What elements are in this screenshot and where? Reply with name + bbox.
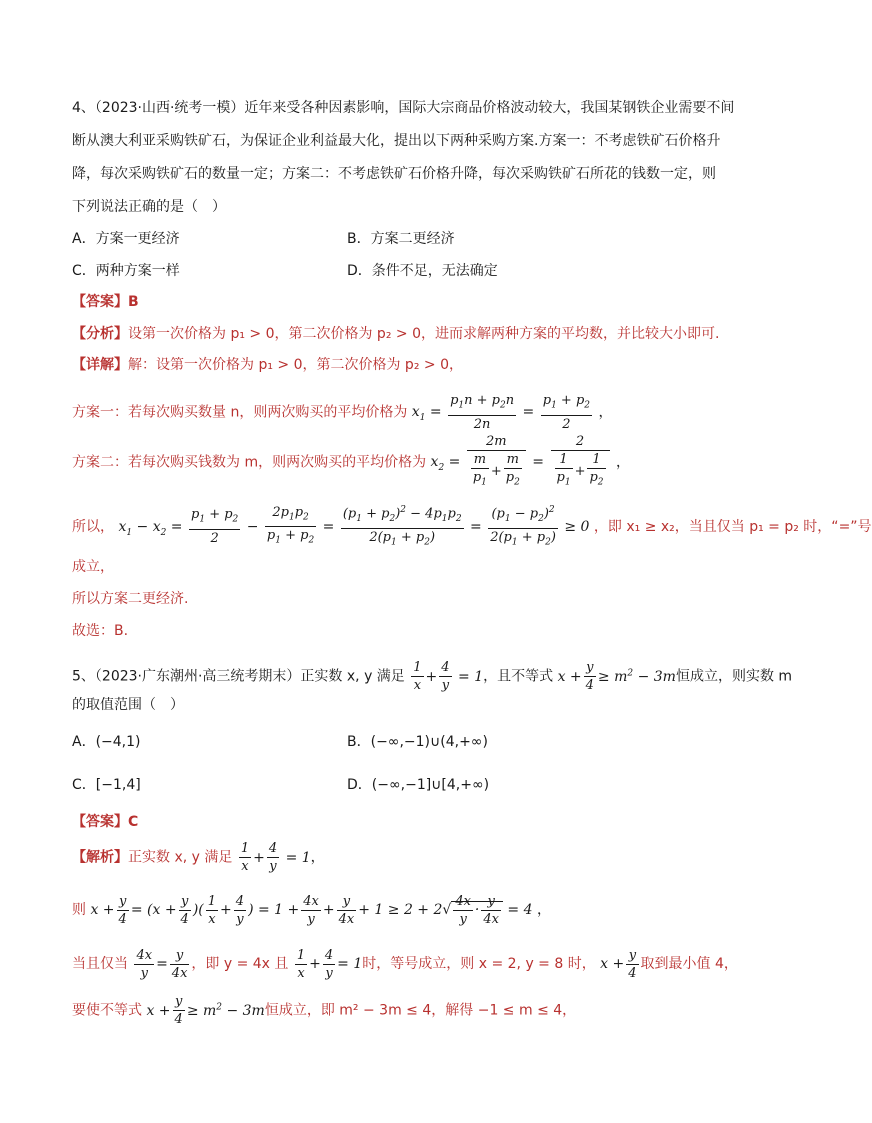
analysis-tag: 【分析】 — [72, 326, 128, 342]
q4-established: 成立， — [72, 559, 114, 575]
plan1-formula: $x_1$ = $\frac{p_1n + p_2n}{2n}$ = $\frac{p_1 + p_2}{2}$ — [411, 393, 591, 432]
q4-option-a: A．方案一更经济 — [72, 231, 180, 247]
q5-derivation: 则 x + $\frac{y}{4}$ = (x + $\frac{y}{4}$ )( $\frac{1}{x}$ + $\frac{4}{y}$ ) = 1 + $\frac{4x}{y}$ + $\frac{y}{4x}$ + 1 ≥ 2 + 2√ $\frac{4x}{y}$ · $\frac{y}{4x}$ = 4 ， — [72, 893, 551, 927]
q4-choose: 故选：B. — [72, 623, 129, 639]
q5-answer — [72, 812, 138, 832]
equality-c: 时，等号成立，则 x = 2, y = 8 时， — [362, 956, 596, 972]
plan2-text: 方案二：若每次购买钱数为 m，则两次购买的平均价格为 — [72, 454, 427, 471]
solution-tag: 【解析】 — [72, 849, 128, 866]
analysis-text: 设第一次价格为 p₁ > 0，第二次价格为 p₂ > 0，进而求解两种方案的平均数，并比较大小即可. — [128, 326, 720, 342]
answer-value: B — [128, 294, 139, 310]
q4-conclusion: 所以方案二更经济. — [72, 591, 189, 607]
q5-stem-line-2: 的取值范围（ ） — [72, 697, 184, 713]
q4-comparison — [72, 502, 872, 553]
q5-answer-tag: 【答案】 — [72, 814, 128, 830]
q4-stem-line-1: 4、（2023·山西·统考一模）近年来受各种因素影响，国际大宗商品价格波动较大，我国某钢铁企业需要不间 — [72, 100, 735, 116]
so-prefix: 所以， — [72, 518, 114, 535]
q5-option-b: B．(−∞,−1)∪(4,+∞) — [347, 734, 488, 750]
q5-option-a: A．(−4,1) — [72, 734, 141, 750]
q4-plan1: 方案一：若每次购买数量 n，则两次购买的平均价格为 $x_1$ = $\frac{p_1n + p_2n}{2n}$ = $\frac{p_1 + p_2}{2}$ ， — [72, 393, 613, 432]
q4-stem-line-3: 降，每次采购铁矿石的数量一定；方案二：不考虑铁矿石价格升降，每次采购铁矿石所花的钱数一定，则 — [72, 166, 716, 182]
q4-analysis — [72, 324, 719, 344]
equality-d: 取到最小值 4， — [640, 956, 738, 972]
answer-tag: 【答案】 — [72, 294, 128, 310]
q5-answer-value: C — [128, 814, 139, 830]
final-a: 要使不等式 — [72, 1002, 142, 1019]
q5-stem-line-1: 5、（2023·广东潮州·高三统考期末）正实数 x, y 满足 $\frac{1}{x}$ + $\frac{4}{y}$ = 1，且不等式 x + $\frac{y}{4}$ ≥ $m^2 - 3m$恒成立，则实数 m — [72, 660, 793, 694]
q5-stem-a: 5、（2023·广东潮州·高三统考期末）正实数 x, y 满足 — [72, 668, 405, 685]
detail-tag: 【详解】 — [72, 357, 128, 373]
q5-stem-b: ，且不等式 — [483, 668, 554, 685]
q5-equality: 当且仅当 $\frac{4x}{y}$ = $\frac{y}{4x}$ ，即 y = 4x 且 $\frac{1}{x}$ + $\frac{4}{y}$ = 1时，等号成立，则 x = 2, y = 8 时， x + $\frac{y}{4}$ 取到最小值 4， — [72, 947, 738, 981]
plan2-formula: $x_2$ = 2m $\frac{m}{p_1}$ + $\frac{m}{p_2}$ = 2 $\frac{1}{p_1}$ + $\frac{1}{p_2}$ — [431, 454, 616, 470]
q4-option-b: B．方案二更经济 — [347, 231, 455, 247]
q4-plan2: 方案二：若每次购买钱数为 m，则两次购买的平均价格为 $x_2$ = 2m $\frac{m}{p_1}$ + $\frac{m}{p_2}$ = 2 $\frac{1}{p_1}$ + $\frac{1}{p_2}$ ， — [72, 434, 630, 488]
q5-option-c: C．[−1,4] — [72, 777, 141, 793]
q5-stem-c: 恒成立，则实数 m — [675, 668, 793, 685]
final-b: 恒成立，即 m² − 3m ≤ 4，解得 −1 ≤ m ≤ 4， — [264, 1002, 577, 1019]
so-suffix: ，即 x₁ ≥ x₂，当且仅当 p₁ = p₂ 时，“=”号 — [593, 518, 872, 535]
plan1-text: 方案一：若每次购买数量 n，则两次购买的平均价格为 — [72, 404, 408, 421]
solution-text: 正实数 x, y 满足 — [128, 849, 233, 866]
q4-detail — [72, 355, 463, 375]
equality-a: 当且仅当 — [72, 956, 128, 972]
q5-final: 要使不等式 x + $\frac{y}{4}$ ≥ $m^2 - 3m$恒成立，即 m² − 3m ≤ 4，解得 −1 ≤ m ≤ 4， — [72, 994, 577, 1028]
detail-text: 解：设第一次价格为 p₁ > 0，第二次价格为 p₂ > 0， — [128, 357, 463, 373]
equality-b: ，即 y = 4x 且 — [191, 956, 289, 972]
then-text: 则 — [72, 902, 86, 918]
q4-option-c: C．两种方案一样 — [72, 263, 180, 279]
q4-stem-line-4: 下列说法正确的是（ ） — [72, 199, 226, 215]
q5-solution: 【解析】正实数 x, y 满足 $\frac{1}{x}$ + $\frac{4}{y}$ = 1， — [72, 841, 325, 874]
q4-stem-line-2: 断从澳大利亚采购铁矿石，为保证企业利益最大化，提出以下两种采购方案.方案一：不考虑铁矿石价格升 — [72, 133, 721, 149]
q5-option-d: D．(−∞,−1]∪[4,+∞) — [347, 777, 490, 793]
q4-answer — [72, 292, 139, 312]
comparison-formula: $x_1 - x_2$ = $\frac{p_1 + p_2}{2}$ − $\frac{2p_1p_2}{p_1 + p_2}$ = $\frac{(p_1 + p_2)^2 - 4p_1p_2}{2(p_1 + p_2)}$ = $\frac{(p_1 - p_2)^2}{2(p_1 + p_2)}$ ≥ 0 — [118, 519, 593, 535]
q4-option-d: D．条件不足，无法确定 — [347, 263, 498, 279]
